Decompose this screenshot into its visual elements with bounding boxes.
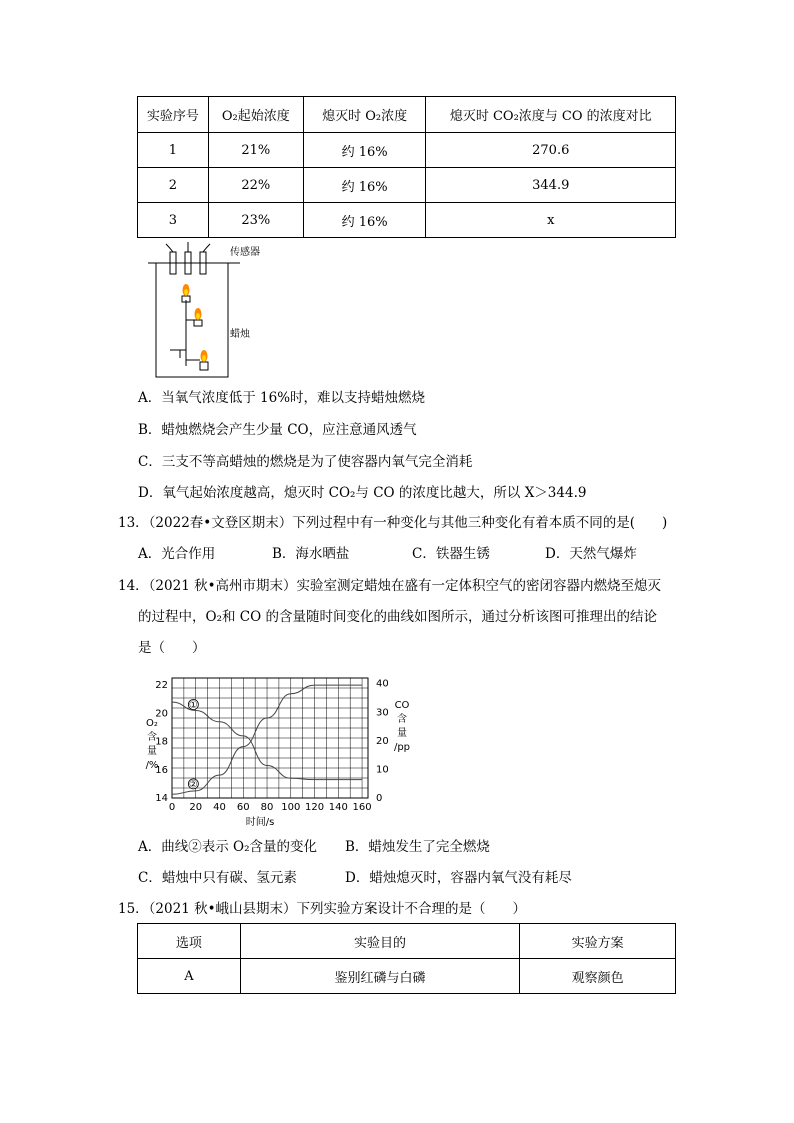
- q14-option-d: D．蜡烛熄灭时，容器内氧气没有耗尽: [345, 870, 572, 886]
- q13-option-d: D．天然气爆炸: [545, 546, 637, 562]
- table-cell: A: [138, 959, 241, 994]
- q14-stem-line1: 14．（2021 秋•高州市期末）实验室测定蜡烛在盛有一定体积空气的密闭容器内燃烧至熄灭: [118, 578, 662, 594]
- q13-option-a: A．光合作用: [138, 546, 216, 562]
- q14-option-b: B．蜡烛发生了完全燃烧: [345, 839, 490, 855]
- table-cell: 约 16%: [303, 133, 426, 168]
- q14-stem-line3: 是（ ）: [138, 640, 206, 656]
- left-tick-label: 20: [155, 708, 168, 720]
- left-tick-label: 14: [155, 793, 168, 804]
- left-tick-label: 16: [155, 764, 168, 776]
- table-header-cell: 实验方案: [520, 924, 676, 959]
- table-cell: 3: [138, 203, 209, 238]
- table-cell: 约 16%: [303, 203, 426, 238]
- table-cell: 约 16%: [303, 168, 426, 203]
- table-cell: 2: [138, 168, 209, 203]
- series-label-2: ②: [188, 779, 198, 791]
- right-tick-label: 40: [376, 678, 389, 690]
- table-cell: 22%: [208, 168, 303, 203]
- table-cell: 23%: [208, 203, 303, 238]
- table-cell: 270.6: [426, 133, 676, 168]
- left-axis-label: 含: [147, 732, 157, 743]
- table-header-cell: O₂起始浓度: [208, 97, 303, 133]
- x-tick-label: 20: [189, 802, 203, 813]
- q12-option-b: B．蜡烛燃烧会产生少量 CO，应注意通风透气: [138, 422, 417, 438]
- x-tick-label: 140: [328, 802, 348, 813]
- q12-option-c: C．三支不等高蜡烛的燃烧是为了使容器内氧气完全消耗: [138, 454, 473, 470]
- q12-option-d: D．氧气起始浓度越高，熄灭时 CO₂与 CO 的浓度比越大，所以 X＞344.9: [138, 485, 587, 501]
- left-axis-label: 量: [147, 746, 157, 757]
- table-cell: 鉴别红磷与白磷: [240, 959, 519, 994]
- table-cell: 344.9: [426, 168, 676, 203]
- left-tick-label: 22: [155, 680, 168, 692]
- table-header-cell: 熄灭时 CO₂浓度与 CO 的浓度对比: [426, 97, 676, 133]
- left-axis-label: /%: [145, 760, 159, 771]
- x-tick-label: 0: [168, 802, 176, 813]
- q13-stem: 13．（2022春•文登区期末）下列过程中有一种变化与其他三种变化有着本质不同的是( ): [118, 515, 668, 531]
- right-tick-label: 0: [376, 793, 383, 804]
- table-header-cell: 实验目的: [240, 924, 519, 959]
- left-tick-label: 18: [155, 736, 168, 748]
- right-tick-label: 20: [376, 735, 389, 747]
- x-tick-label: 100: [281, 802, 301, 813]
- candle-apparatus-diagram: [140, 240, 280, 380]
- experiment-table: [137, 96, 676, 238]
- table-cell: 1: [138, 133, 209, 168]
- left-axis-label: O₂: [146, 718, 158, 729]
- q14-option-a: A．曲线②表示 O₂含量的变化: [138, 839, 318, 855]
- right-axis-label: 含: [397, 714, 407, 725]
- q15-table: [137, 923, 676, 994]
- table-cell: x: [426, 203, 676, 238]
- table-header-cell: 选项: [138, 924, 241, 959]
- q13-option-b: B．海水晒盐: [272, 546, 350, 562]
- o2-co-chart: [140, 662, 420, 832]
- q14-stem-line2: 的过程中，O₂和 CO 的含量随时间变化的曲线如图所示，通过分析该图可推理出的结论: [138, 609, 657, 625]
- q14-option-c: C．蜡烛中只有碳、氢元素: [138, 870, 297, 886]
- q12-option-a: A．当氧气浓度低于 16%时，难以支持蜡烛燃烧: [138, 390, 426, 406]
- x-tick-label: 40: [213, 802, 226, 813]
- x-axis-label: 时间/s: [245, 817, 275, 828]
- q13-option-c: C．铁器生锈: [412, 546, 490, 562]
- q15-stem: 15．（2021 秋•峨山县期末）下列实验方案设计不合理的是（ ）: [118, 901, 527, 917]
- x-tick-label: 160: [352, 802, 372, 813]
- table-cell: 21%: [208, 133, 303, 168]
- x-tick-label: 120: [304, 802, 325, 813]
- right-axis-label: /pp: [393, 742, 411, 753]
- table-header-cell: 实验序号: [138, 97, 209, 133]
- right-tick-label: 10: [376, 764, 389, 776]
- x-tick-label: 60: [236, 802, 250, 813]
- candle-label: 蜡烛: [230, 329, 250, 340]
- right-tick-label: 30: [376, 707, 389, 719]
- series-label-1: ①: [188, 699, 198, 711]
- sensor-label: 传感器: [230, 247, 260, 258]
- table-cell: 观察颜色: [520, 959, 676, 994]
- right-axis-label: CO: [394, 700, 410, 711]
- right-axis-label: 量: [397, 728, 407, 739]
- x-tick-label: 80: [260, 802, 274, 813]
- table-header-cell: 熄灭时 O₂浓度: [303, 97, 426, 133]
